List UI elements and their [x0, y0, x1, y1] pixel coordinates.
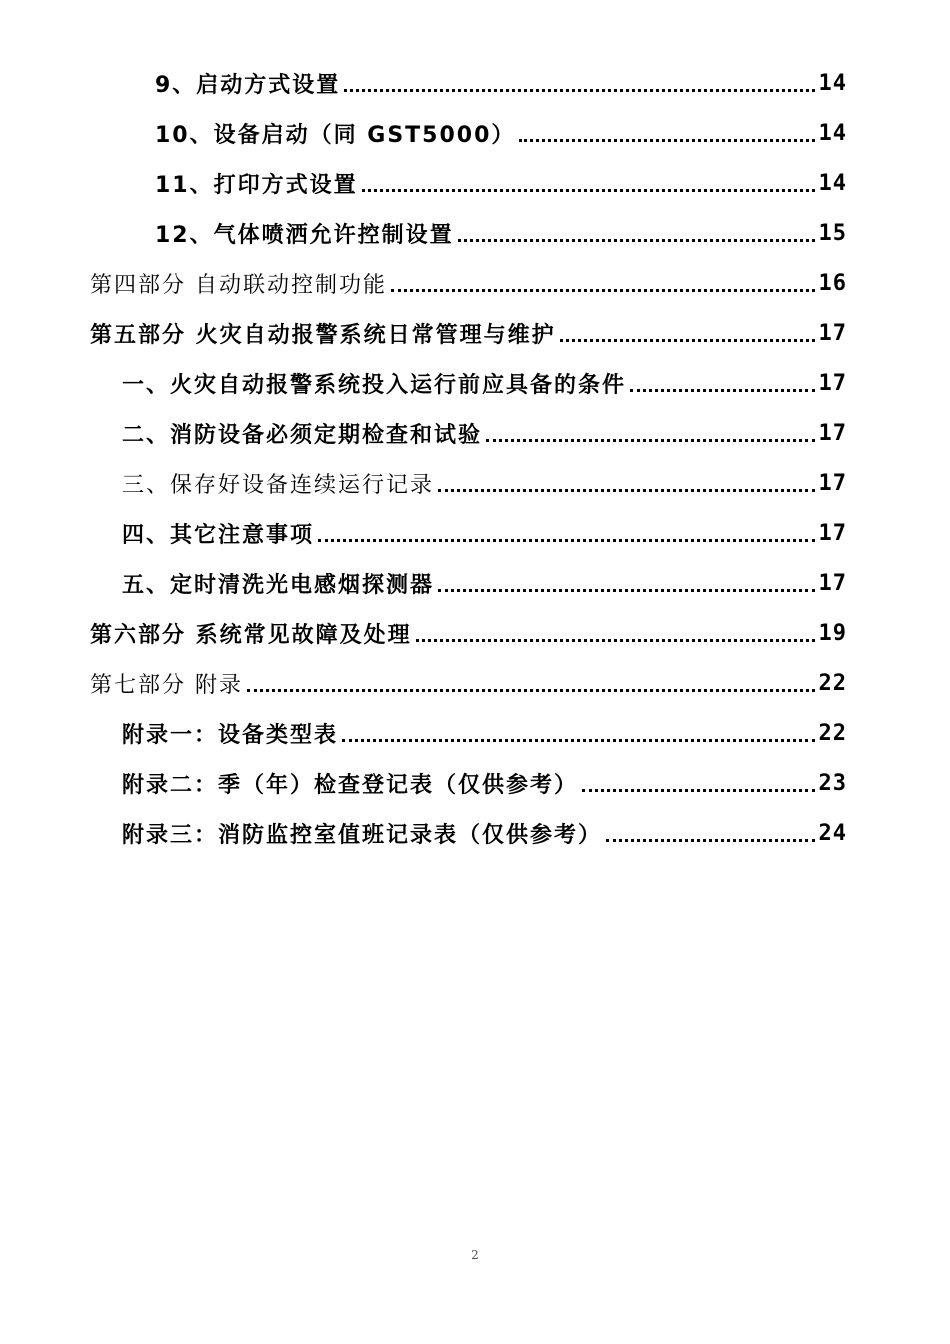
- toc-entry[interactable]: [122, 508, 847, 558]
- toc-entry-page: 15: [818, 220, 847, 246]
- toc-entry-title: 10、设备启动（同 GST5000）: [155, 122, 516, 148]
- toc-entry-page: 14: [818, 120, 847, 146]
- toc-entry-title: 9、启动方式设置: [155, 72, 341, 98]
- toc-entry-title: 附录三：消防监控室值班记录表（仅供参考）: [122, 822, 603, 848]
- page-number: 2: [471, 1248, 479, 1262]
- toc-entry-page: 16: [818, 270, 847, 296]
- toc-entry-page: 14: [818, 170, 847, 196]
- toc-entry[interactable]: [122, 558, 847, 608]
- dot-leader: [486, 439, 814, 442]
- toc-entry-page: 23: [818, 770, 847, 796]
- toc-entry[interactable]: [122, 408, 847, 458]
- dot-leader: [519, 139, 814, 142]
- dot-leader: [416, 639, 815, 642]
- toc-entry-page: 17: [818, 520, 847, 546]
- dot-leader: [606, 839, 814, 842]
- dot-leader: [344, 89, 814, 92]
- dot-leader: [560, 339, 815, 342]
- toc-entry-title: 四、其它注意事项: [122, 522, 315, 548]
- toc-entry[interactable]: [122, 808, 847, 858]
- toc-entry-page: 22: [818, 670, 847, 696]
- toc-entry-title: 二、消防设备必须定期检查和试验: [122, 422, 483, 448]
- toc-entry-page: 17: [818, 370, 847, 396]
- toc-entry-page: 17: [818, 570, 847, 596]
- toc-entry-title: 11、打印方式设置: [155, 172, 358, 198]
- toc-entry-title: 第七部分 附录: [90, 672, 243, 698]
- dot-leader: [391, 289, 815, 292]
- toc-entry[interactable]: [155, 208, 847, 258]
- toc-entry[interactable]: [122, 458, 847, 508]
- toc-entry-title: 12、气体喷洒允许控制设置: [155, 222, 454, 248]
- toc-entry-title: 第四部分 自动联动控制功能: [90, 272, 387, 298]
- toc-entry-page: 24: [818, 820, 847, 846]
- toc-entry-title: 第六部分 系统常见故障及处理: [90, 622, 412, 648]
- toc-entry-page: 17: [818, 420, 847, 446]
- toc-entry-page: 17: [818, 470, 847, 496]
- dot-leader: [438, 489, 814, 492]
- toc-entry-title: 一、火灾自动报警系统投入运行前应具备的条件: [122, 372, 627, 398]
- toc-entry-page: 19: [818, 620, 847, 646]
- toc-entry-page: 22: [818, 720, 847, 746]
- dot-leader: [362, 189, 815, 192]
- toc-entry[interactable]: [122, 708, 847, 758]
- toc-entry-title: 第五部分 火灾自动报警系统日常管理与维护: [90, 322, 556, 348]
- toc-entry[interactable]: [122, 758, 847, 808]
- toc-entry[interactable]: [90, 608, 847, 658]
- toc-entry[interactable]: [122, 358, 847, 408]
- dot-leader: [458, 239, 815, 242]
- toc-entry[interactable]: [90, 658, 847, 708]
- toc-entry[interactable]: [90, 308, 847, 358]
- dot-leader: [247, 689, 815, 692]
- toc-entry[interactable]: [155, 108, 847, 158]
- toc-entry-title: 五、定时清洗光电感烟探测器: [122, 572, 435, 598]
- dot-leader: [438, 589, 814, 592]
- toc-entry-title: 附录一：设备类型表: [122, 722, 339, 748]
- toc-entry-title: 附录二：季（年）检查登记表（仅供参考）: [122, 772, 579, 798]
- toc-entry[interactable]: [155, 158, 847, 208]
- dot-leader: [318, 539, 814, 542]
- dot-leader: [342, 739, 814, 742]
- toc-entry-title: 三、保存好设备连续运行记录: [122, 472, 435, 498]
- toc-entry-page: 14: [818, 70, 847, 96]
- dot-leader: [630, 389, 814, 392]
- toc-entry[interactable]: [155, 58, 847, 108]
- toc-entry[interactable]: [90, 258, 847, 308]
- toc-entry-page: 17: [818, 320, 847, 346]
- dot-leader: [582, 789, 814, 792]
